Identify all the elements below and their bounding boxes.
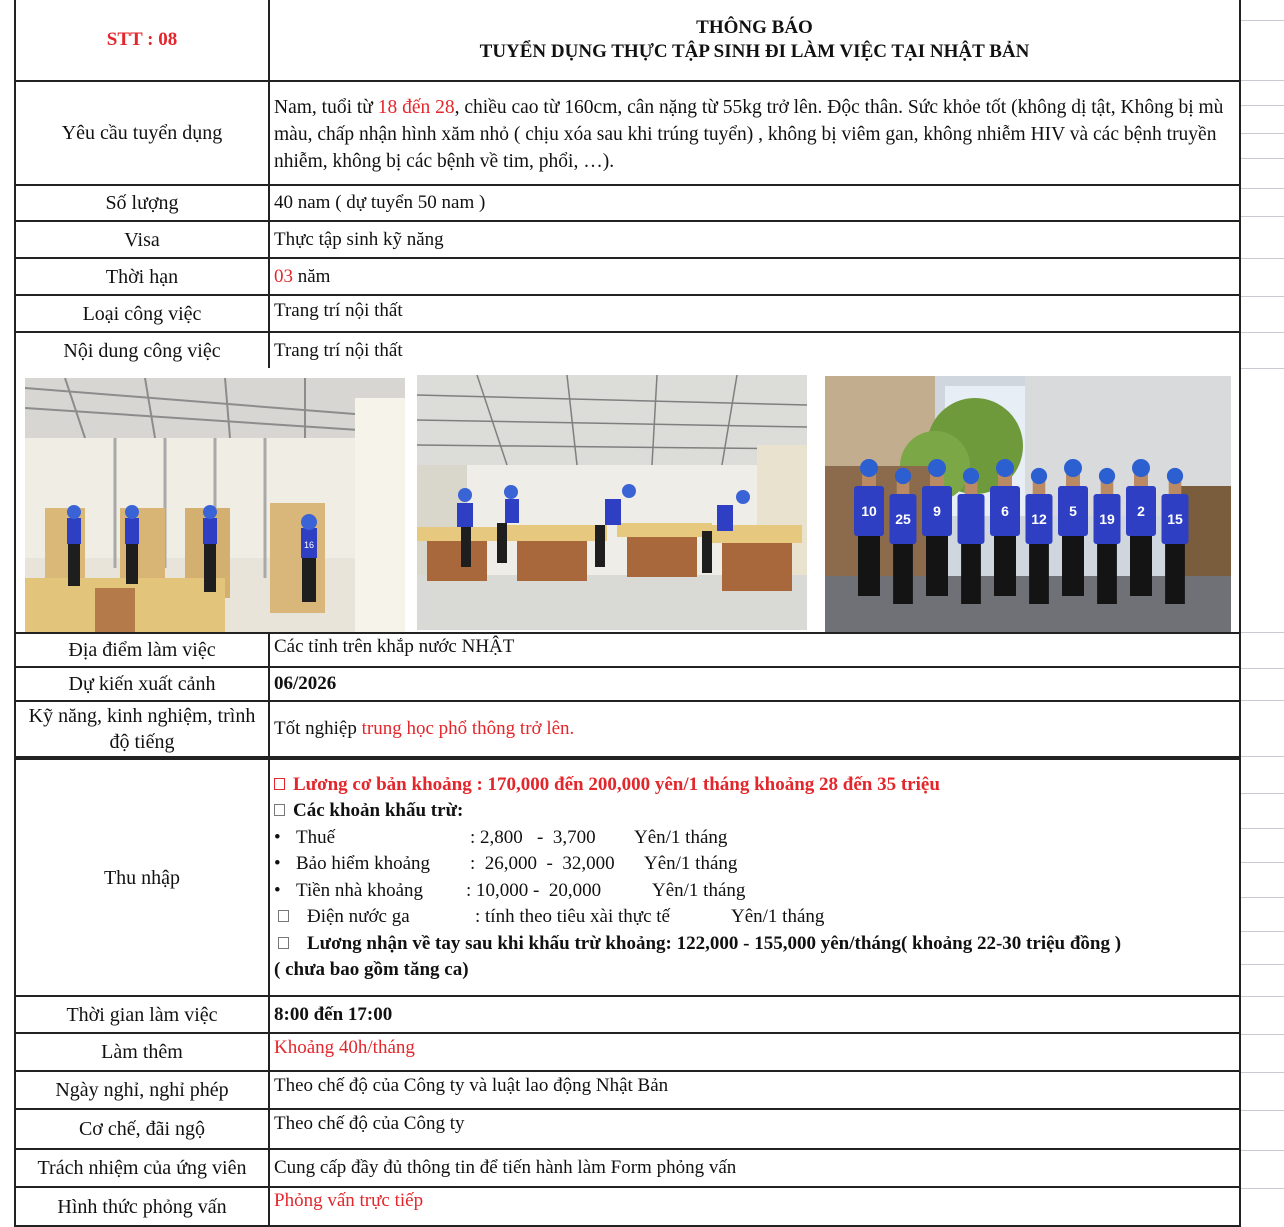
trainee-trousers xyxy=(1165,544,1185,604)
vest-number: 6 xyxy=(1001,503,1009,519)
row-requirements xyxy=(14,82,1241,186)
net-salary-note: ( chưa bao gồm tăng ca) xyxy=(274,959,469,980)
deduction-housing xyxy=(274,878,745,905)
vest-number: 25 xyxy=(895,511,911,527)
helmet-icon xyxy=(1031,468,1047,484)
row-quantity xyxy=(14,186,1241,222)
bullet-icon: • xyxy=(274,879,281,901)
deduction-name: Bảo hiểm khoảng xyxy=(296,853,431,874)
row-holidays xyxy=(14,1072,1241,1110)
overtime-value: Khoảng 40h/tháng xyxy=(270,1034,1241,1072)
deductions-title-line xyxy=(274,798,463,825)
checkbox-icon xyxy=(278,937,289,949)
base-salary-line xyxy=(274,772,940,799)
vest-number: 9 xyxy=(933,503,941,519)
interior-construction-photo xyxy=(25,378,405,632)
trainee-trousers xyxy=(1097,544,1117,604)
checkbox-icon xyxy=(278,910,289,922)
trainee-group-photo xyxy=(825,376,1231,634)
base-salary-text: Lương cơ bản khoảng : 170,000 đến 200,000 yên/1 tháng khoảng 28 đến 35 triệu xyxy=(293,773,940,795)
spreadsheet-gridlines xyxy=(1240,0,1284,1227)
visa-value: Thực tập sinh kỹ năng xyxy=(270,222,1241,259)
worker-vest-number: 16 xyxy=(303,540,315,550)
row-visa xyxy=(14,222,1241,259)
deduction-amount: : 2,800 - 3,700 xyxy=(470,826,596,848)
header-row xyxy=(14,0,1241,82)
holidays-label: Ngày nghỉ, nghỉ phép xyxy=(14,1072,270,1110)
trainee-trousers xyxy=(994,536,1016,596)
departure-label: Dự kiến xuất cảnh xyxy=(14,668,270,702)
skills-label: Kỹ năng, kinh nghiệm, trình độ tiếng xyxy=(14,702,270,758)
net-salary-text: Lương nhận về tay sau khi khấu trừ khoảng: 122,000 - 155,000 yên/tháng( khoảng 22-30 triệu đồng ) xyxy=(307,932,1122,954)
row-job-content xyxy=(14,333,1241,368)
bullet-icon: • xyxy=(274,826,281,848)
title-cell xyxy=(270,0,1241,82)
requirements-label: Yêu cầu tuyển dụng xyxy=(14,82,270,186)
deduction-unit: Yên/1 tháng xyxy=(634,826,728,848)
vest-number: 15 xyxy=(1167,511,1183,527)
helmet-icon xyxy=(963,468,979,484)
requirements-text-rest: , chiều cao từ 160cm, cân nặng từ 55kg trở lên. Độc thân. Sức khỏe tốt (không dị tật, Không bị mù màu, chấp nhận hình xăm nhỏ ( chịu xóa sau khi trúng tuyển) , không bị viêm gan, không nhiễm HIV và các bệnh truyền nhiễm, không bị các bệnh về tim, phổi, …). xyxy=(274,97,1224,172)
utilities-unit: Yên/1 tháng xyxy=(731,906,825,927)
row-departure xyxy=(14,668,1241,702)
deduction-unit: Yên/1 tháng xyxy=(652,879,746,901)
job-notice-table xyxy=(14,0,1241,1227)
deduction-amount: : 10,000 - 20,000 xyxy=(466,879,602,901)
requirements-value xyxy=(270,82,1241,186)
responsibility-value: Cung cấp đầy đủ thông tin để tiến hành làm Form phỏng vấn xyxy=(270,1150,1241,1188)
interview-value: Phỏng vấn trực tiếp xyxy=(270,1188,1241,1227)
net-salary-line xyxy=(274,931,1121,958)
trainee-trousers xyxy=(1029,544,1049,604)
row-benefits xyxy=(14,1110,1241,1150)
helmet-icon xyxy=(1064,459,1082,477)
benefits-label: Cơ chế, đãi ngộ xyxy=(14,1110,270,1150)
vest-number: 10 xyxy=(861,503,877,519)
interview-label: Hình thức phỏng vấn xyxy=(14,1188,270,1227)
duration-label: Thời hạn xyxy=(14,259,270,296)
job-type-value: Trang trí nội thất xyxy=(270,296,1241,333)
helmet-icon xyxy=(1099,468,1115,484)
vest-number: 12 xyxy=(1031,511,1047,527)
stt-number: STT : 08 xyxy=(106,29,178,50)
visa-label: Visa xyxy=(14,222,270,259)
deductions-title: Các khoản khấu trừ: xyxy=(293,800,464,821)
income-value xyxy=(270,760,1241,997)
helmet-icon xyxy=(996,459,1014,477)
job-type-label: Loại công việc xyxy=(14,296,270,333)
income-label: Thu nhập xyxy=(14,760,270,997)
deduction-name: Thuế xyxy=(296,826,336,848)
duration-value xyxy=(270,259,1241,296)
checkbox-icon xyxy=(274,778,285,790)
row-working-hours xyxy=(14,997,1241,1034)
row-location xyxy=(14,632,1241,668)
departure-value: 06/2026 xyxy=(270,668,1241,702)
vest-number: 2 xyxy=(1137,503,1145,519)
trainee-trousers xyxy=(926,536,948,596)
job-content-value: Trang trí nội thất xyxy=(270,333,1241,368)
trainee-vest xyxy=(958,494,985,544)
deduction-unit: Yên/1 tháng xyxy=(644,853,738,874)
vest-number: 5 xyxy=(1069,503,1077,519)
row-responsibility xyxy=(14,1150,1241,1188)
utilities-line xyxy=(274,904,824,931)
deduction-amount: : 26,000 - 32,000 xyxy=(470,853,615,874)
trainee-trousers xyxy=(961,544,981,604)
working-hours-value: 8:00 đến 17:00 xyxy=(270,997,1241,1034)
helmet-icon xyxy=(1167,468,1183,484)
location-label: Địa điểm làm việc xyxy=(14,634,270,668)
duration-number: 03 xyxy=(274,265,293,287)
row-duration xyxy=(14,259,1241,296)
skills-value xyxy=(270,702,1241,758)
row-skills xyxy=(14,702,1241,758)
skills-requirement: trung học phổ thông trở lên. xyxy=(361,718,575,739)
notice-subtitle: TUYỂN DỤNG THỰC TẬP SINH ĐI LÀM VIỆC TẠI NHẬT BẢN xyxy=(479,41,1030,62)
row-job-type xyxy=(14,296,1241,333)
vest-number: 19 xyxy=(1099,511,1115,527)
duration-unit: năm xyxy=(293,265,331,287)
location-value: Các tỉnh trên khắp nước NHẬT xyxy=(270,634,1241,668)
trainee-trousers xyxy=(1062,536,1084,596)
trainee-trousers xyxy=(1130,536,1152,596)
skills-prefix: Tốt nghiệp xyxy=(274,718,362,739)
quantity-value: 40 nam ( dự tuyển 50 nam ) xyxy=(270,186,1241,222)
requirements-text-start: Nam, tuổi từ xyxy=(274,97,378,118)
utilities-name: Điện nước ga xyxy=(307,906,410,927)
photo-strip xyxy=(14,368,1241,634)
helmet-icon xyxy=(928,459,946,477)
deduction-insurance xyxy=(274,851,737,878)
deduction-tax xyxy=(274,825,727,852)
working-hours-label: Thời gian làm việc xyxy=(14,997,270,1034)
benefits-value: Theo chế độ của Công ty xyxy=(270,1110,1241,1150)
responsibility-label: Trách nhiệm của ứng viên xyxy=(14,1150,270,1188)
stt-cell xyxy=(14,0,270,82)
checkbox-icon xyxy=(274,804,285,816)
job-content-label: Nội dung công việc xyxy=(14,333,270,368)
row-income xyxy=(14,758,1241,997)
trainee-trousers xyxy=(858,536,880,596)
trainee-trousers xyxy=(893,544,913,604)
helmet-icon xyxy=(1132,459,1150,477)
notice-title: THÔNG BÁO xyxy=(696,17,813,38)
workshop-training-photo xyxy=(417,375,807,630)
bullet-icon: • xyxy=(274,853,281,874)
overtime-label: Làm thêm xyxy=(14,1034,270,1072)
age-range: 18 đến 28 xyxy=(377,97,455,118)
deduction-name: Tiền nhà khoảng xyxy=(296,879,424,901)
row-interview xyxy=(14,1188,1241,1227)
helmet-icon xyxy=(895,468,911,484)
helmet-icon xyxy=(860,459,878,477)
row-overtime xyxy=(14,1034,1241,1072)
holidays-value: Theo chế độ của Công ty và luật lao động Nhật Bản xyxy=(270,1072,1241,1110)
quantity-label: Số lượng xyxy=(14,186,270,222)
utilities-amount: : tính theo tiêu xài thực tế xyxy=(475,906,670,927)
